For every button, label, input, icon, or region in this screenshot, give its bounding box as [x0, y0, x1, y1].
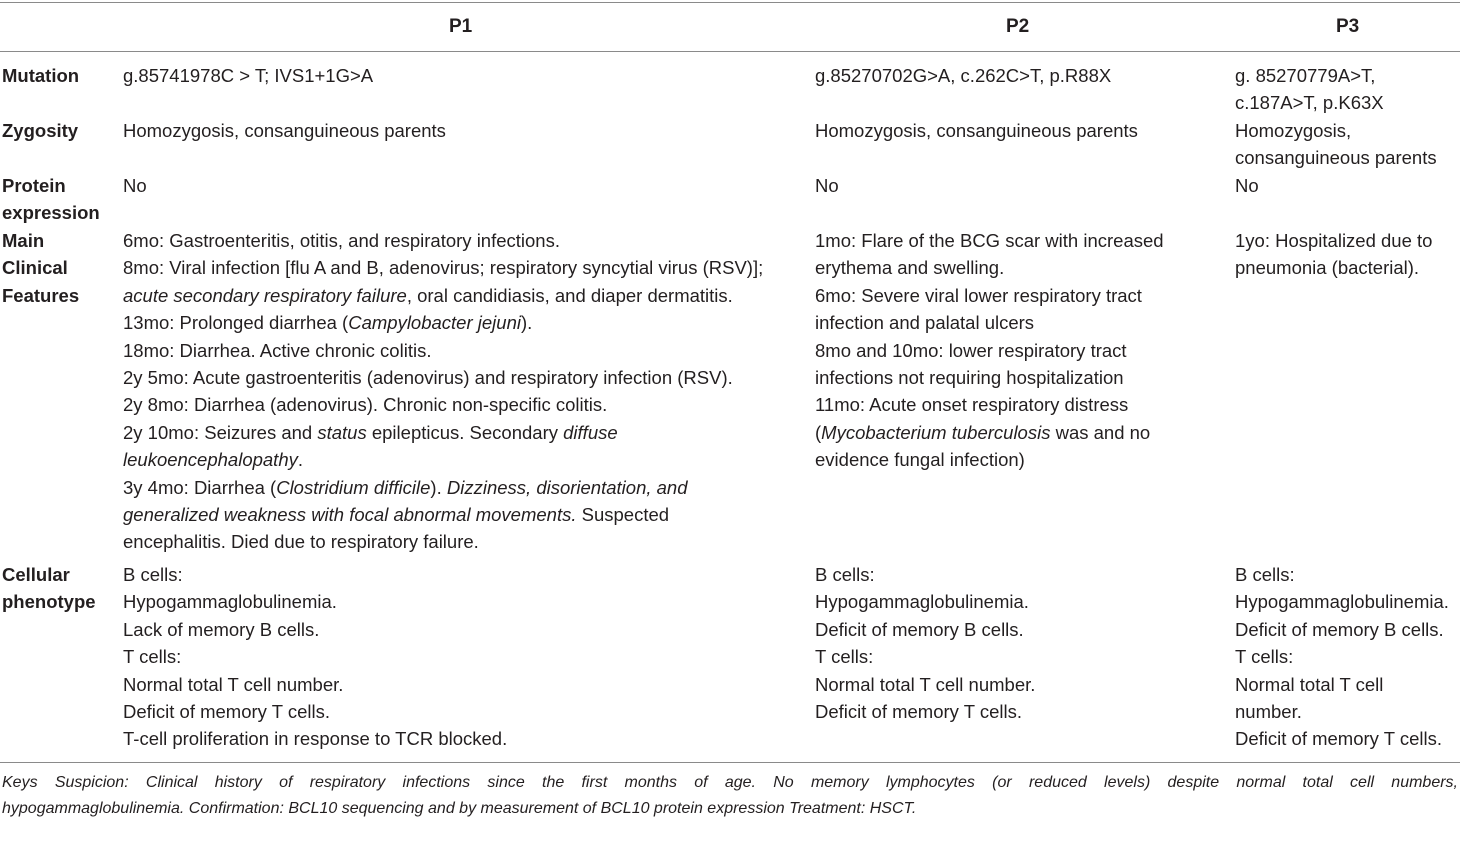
table-header-row — [0, 2, 1460, 52]
clinical-line — [123, 309, 803, 336]
clinical-text: ). — [520, 312, 533, 334]
clinical-text: 2y 10mo: Seizures and — [123, 421, 318, 443]
clinical-line: erythema and swelling. — [815, 257, 1005, 279]
table-footnote — [2, 770, 1458, 822]
cellular-line: Deficit of memory T cells. — [815, 701, 1022, 723]
cell-p2-zygosity: Homozygosis, consanguineous parents — [815, 120, 1138, 141]
cellular-line: Hypogammaglobulinemia. — [815, 591, 1029, 613]
header-p2: P2 — [1006, 16, 1030, 37]
clinical-text: , oral candidiasis, and diaper dermatitis. — [406, 284, 733, 306]
cellular-line: T-cell proliferation in response to TCR blocked. — [123, 728, 508, 750]
cell-p2-clinical — [815, 227, 1225, 474]
italic-text: acute secondary respiratory failure — [123, 284, 407, 306]
cell-p1-clinical — [123, 227, 803, 556]
cellular-line: Hypogammaglobulinemia. — [123, 591, 337, 613]
clinical-line: infections not requiring hospitalization — [815, 367, 1124, 389]
header-p3: P3 — [1336, 16, 1360, 37]
italic-text: Mycobacterium tuberculosis — [821, 421, 1051, 443]
clinical-text: . — [297, 449, 304, 471]
cellular-line: Deficit of memory B cells. — [815, 618, 1024, 640]
clinical-line: encephalitis. Died due to respiratory failure. — [123, 531, 479, 553]
cellular-line: Hypogammaglobulinemia. — [1235, 591, 1449, 613]
cellular-line: Normal total T cell number. — [815, 673, 1036, 695]
row-label: Main — [2, 230, 45, 251]
row-label: Protein — [2, 175, 66, 196]
clinical-line: evidence fungal infection) — [815, 449, 1025, 471]
italic-text: Dizziness, disorientation, and — [446, 476, 688, 498]
italic-text: Clostridium difficile — [276, 476, 431, 498]
cell-p1-protein: No — [123, 175, 147, 196]
clinical-line: 6mo: Gastroenteritis, otitis, and respiratory infections. — [123, 230, 560, 251]
cellular-line: B cells: — [1235, 564, 1295, 585]
cellular-line: B cells: — [123, 564, 183, 585]
cell-p3-mutation-line: g. 85270779A>T, — [1235, 65, 1376, 86]
clinical-line — [123, 501, 803, 528]
row-label: Mutation — [2, 65, 80, 86]
clinical-text: Suspected — [576, 504, 670, 526]
row-label: expression — [2, 202, 100, 224]
clinical-line: 11mo: Acute onset respiratory distress — [815, 394, 1129, 416]
italic-text: generalized weakness with focal abnormal movements. — [123, 504, 577, 526]
cellular-line: B cells: — [815, 564, 875, 585]
cellular-line: T cells: — [123, 646, 182, 668]
clinical-text: ). — [430, 476, 447, 498]
clinical-line — [123, 474, 803, 501]
cell-p2-cellular — [815, 561, 1225, 725]
cellular-line: Deficit of memory T cells. — [1235, 728, 1442, 750]
cell-p3-zygosity-line: consanguineous parents — [1235, 147, 1437, 169]
row-label: phenotype — [2, 591, 96, 613]
row-label: Clinical — [2, 257, 68, 279]
clinical-line — [123, 419, 803, 446]
clinical-text: 13mo: Prolonged diarrhea ( — [123, 312, 349, 334]
clinical-line — [815, 419, 1225, 446]
clinical-text: epilepticus. Secondary — [366, 421, 564, 443]
cellular-line: Lack of memory B cells. — [123, 618, 320, 640]
cellular-line: Deficit of memory T cells. — [123, 701, 330, 723]
clinical-line: 18mo: Diarrhea. Active chronic colitis. — [123, 339, 432, 361]
cell-p2-protein: No — [815, 175, 839, 196]
clinical-line: 2y 5mo: Acute gastroenteritis (adenovirus) and respiratory infection (RSV). — [123, 367, 733, 389]
clinical-line: 6mo: Severe viral lower respiratory tract — [815, 284, 1142, 306]
clinical-line: pneumonia (bacterial). — [1235, 257, 1420, 279]
cellular-line: number. — [1235, 701, 1302, 723]
cell-p1-mutation: g.85741978C > T; IVS1+1G>A — [123, 65, 374, 86]
cell-p3-zygosity-line: Homozygosis, — [1235, 120, 1352, 141]
clinical-line: 1yo: Hospitalized due to — [1235, 230, 1433, 251]
cellular-line: T cells: — [815, 646, 874, 668]
clinical-line: 2y 8mo: Diarrhea (adenovirus). Chronic non-specific colitis. — [123, 394, 608, 416]
cellular-line: T cells: — [1235, 646, 1294, 668]
clinical-line — [123, 282, 803, 309]
clinical-text: 3y 4mo: Diarrhea ( — [123, 476, 277, 498]
cell-p3-clinical — [1235, 227, 1460, 282]
clinical-line: 8mo and 10mo: lower respiratory tract — [815, 339, 1127, 361]
cell-p1-cellular — [123, 561, 803, 753]
row-label: Features — [2, 284, 80, 306]
italic-text: status — [317, 421, 367, 443]
table-bottom-rule — [0, 762, 1460, 763]
header-p1: P1 — [449, 16, 473, 37]
cell-p1-zygosity: Homozygosis, consanguineous parents — [123, 120, 446, 141]
italic-text: leukoencephalopathy — [123, 449, 298, 471]
clinical-line — [123, 446, 803, 473]
italic-text: Campylobacter jejuni — [348, 312, 521, 334]
italic-text: diffuse — [563, 421, 618, 443]
cell-p3-cellular — [1235, 561, 1460, 753]
cellular-line: Normal total T cell number. — [123, 673, 344, 695]
footnote-line: hypogammaglobulinemia. Confirmation: BCL10 sequencing and by measurement of BCL10 protein expression Treatment: HSCT. — [2, 800, 917, 817]
clinical-line: 1mo: Flare of the BCG scar with increased — [815, 230, 1164, 251]
cell-p3-mutation-line: c.187A>T, p.K63X — [1235, 92, 1384, 114]
cellular-line: Normal total T cell — [1235, 673, 1384, 695]
cell-p3-protein: No — [1235, 175, 1259, 196]
row-label: Cellular — [2, 564, 70, 585]
footnote-line: Keys Suspicion: Clinical history of respiratory infections since the first months of age. No memory lymphocytes (or reduced levels) despite normal total cell numbers, — [2, 774, 1458, 791]
cell-p2-mutation: g.85270702G>A, c.262C>T, p.R88X — [815, 65, 1112, 86]
clinical-text: was and no — [1050, 421, 1151, 443]
clinical-line: infection and palatal ulcers — [815, 312, 1035, 334]
row-label: Zygosity — [2, 120, 79, 141]
clinical-text: ( — [815, 421, 822, 443]
clinical-line: 8mo: Viral infection [flu A and B, adenovirus; respiratory syncytial virus (RSV)]; — [123, 257, 764, 279]
cellular-line: Deficit of memory B cells. — [1235, 618, 1444, 640]
